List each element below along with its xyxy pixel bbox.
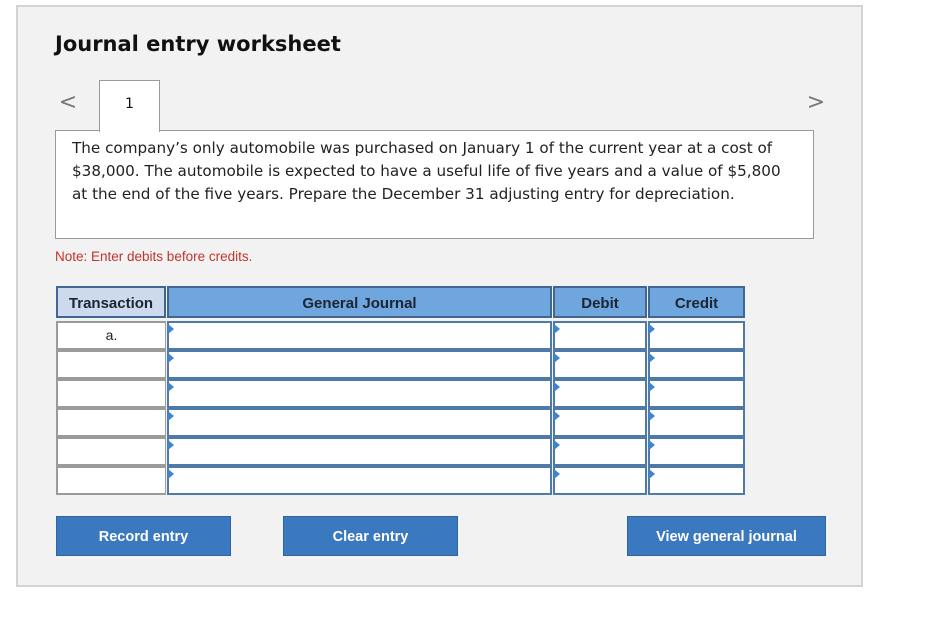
transaction-cell [56, 437, 166, 466]
credit-input[interactable] [648, 350, 745, 379]
credit-input[interactable] [648, 379, 745, 408]
chevron-left-icon[interactable]: < [58, 90, 78, 115]
table-row [56, 379, 745, 408]
debit-input[interactable] [553, 408, 647, 437]
account-dropdown[interactable] [167, 379, 552, 408]
table-row [56, 321, 745, 350]
transaction-cell [56, 466, 166, 495]
account-dropdown[interactable] [167, 408, 552, 437]
instruction-note: Note: Enter debits before credits. [55, 249, 253, 264]
journal-entry-table [56, 286, 745, 500]
view-general-journal-button[interactable]: View general journal [627, 516, 826, 556]
debit-input[interactable] [553, 379, 647, 408]
clear-entry-button[interactable]: Clear entry [283, 516, 458, 556]
transaction-cell [56, 379, 166, 408]
column-header-general-journal: General Journal [167, 286, 552, 318]
account-dropdown[interactable] [167, 350, 552, 379]
debit-input[interactable] [553, 466, 647, 495]
debit-input[interactable] [553, 437, 647, 466]
question-box [55, 130, 814, 239]
account-dropdown[interactable] [167, 437, 552, 466]
transaction-cell [56, 350, 166, 379]
table-row [56, 350, 745, 379]
record-entry-button[interactable]: Record entry [56, 516, 231, 556]
table-row [56, 408, 745, 437]
transaction-cell: a. [56, 321, 166, 350]
question-text: The company’s only automobile was purchased on January 1 of the current year at a cost of $38,000. The automobile is expected to have a useful life of five years and a value of $5,800 at the end of the five years. Prepare the December 31 adjusting entry for depreciation. [72, 139, 781, 203]
debit-input[interactable] [553, 350, 647, 379]
account-dropdown[interactable] [167, 321, 552, 350]
transaction-cell [56, 408, 166, 437]
table-row [56, 466, 745, 495]
credit-input[interactable] [648, 408, 745, 437]
credit-input[interactable] [648, 466, 745, 495]
debit-input[interactable] [553, 321, 647, 350]
tab-1[interactable]: 1 [99, 80, 160, 132]
credit-input[interactable] [648, 437, 745, 466]
credit-input[interactable] [648, 321, 745, 350]
chevron-right-icon[interactable]: > [806, 90, 826, 115]
worksheet-panel [16, 5, 863, 587]
table-row [56, 437, 745, 466]
column-header-credit: Credit [648, 286, 745, 318]
worksheet-title: Journal entry worksheet [55, 32, 341, 56]
column-header-debit: Debit [553, 286, 647, 318]
account-dropdown[interactable] [167, 466, 552, 495]
column-header-transaction: Transaction [56, 286, 166, 318]
